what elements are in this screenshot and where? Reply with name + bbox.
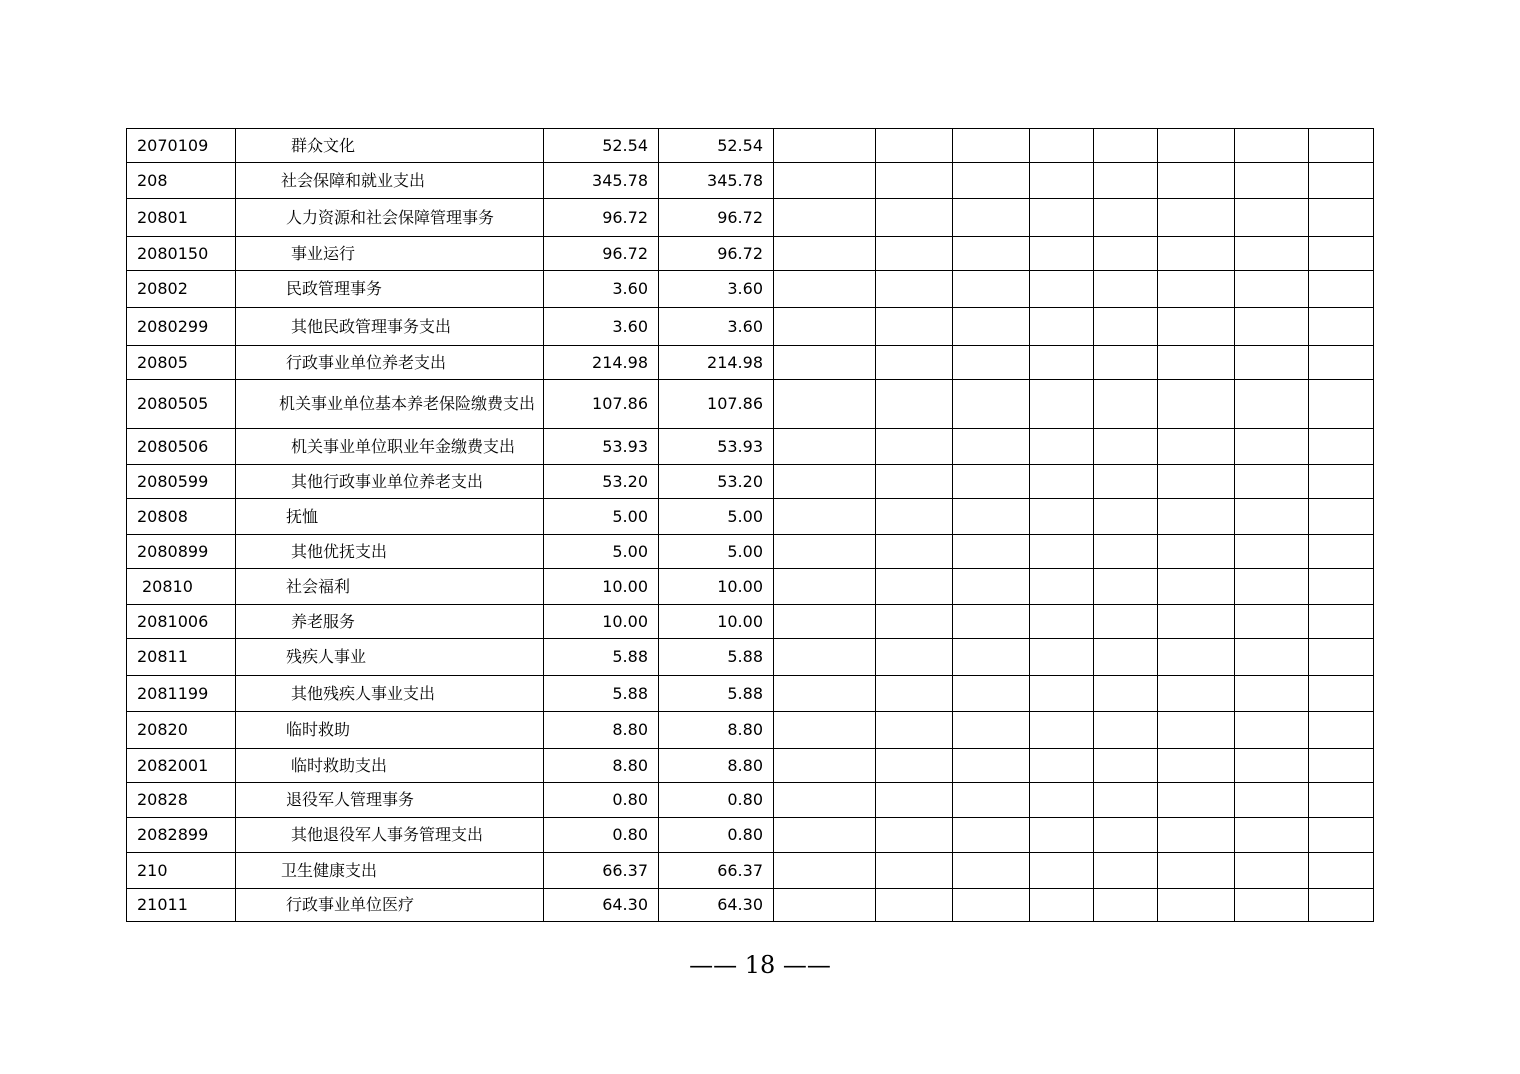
row-code: 20802 <box>127 271 236 308</box>
empty-cell <box>1235 783 1309 818</box>
empty-cell <box>1235 712 1309 749</box>
empty-cell <box>1030 499 1094 535</box>
empty-cell <box>1309 199 1374 237</box>
row-amount-col2: 96.72 <box>659 237 774 271</box>
row-amount-col1: 3.60 <box>544 308 659 346</box>
row-code: 2082001 <box>127 749 236 783</box>
row-amount-col2: 52.54 <box>659 129 774 163</box>
empty-cell <box>876 499 953 535</box>
row-code: 2080505 <box>127 380 236 429</box>
empty-cell <box>774 380 876 429</box>
empty-cell <box>953 712 1030 749</box>
empty-cell <box>1309 676 1374 712</box>
empty-cell <box>953 676 1030 712</box>
empty-cell <box>1030 346 1094 380</box>
empty-cell <box>1235 853 1309 889</box>
empty-cell <box>876 429 953 465</box>
empty-cell <box>1158 465 1235 499</box>
empty-cell <box>1309 535 1374 569</box>
table-row <box>127 889 1374 922</box>
table-row <box>127 853 1374 889</box>
row-amount-col1: 52.54 <box>544 129 659 163</box>
row-amount-col1: 53.93 <box>544 429 659 465</box>
row-name: 机关事业单位基本养老保险缴费支出 <box>236 380 544 429</box>
empty-cell <box>1030 129 1094 163</box>
empty-cell <box>774 712 876 749</box>
empty-cell <box>1030 380 1094 429</box>
row-name: 事业运行 <box>236 237 544 271</box>
empty-cell <box>1158 535 1235 569</box>
empty-cell <box>1309 271 1374 308</box>
empty-cell <box>876 308 953 346</box>
empty-cell <box>1158 429 1235 465</box>
row-name: 其他行政事业单位养老支出 <box>236 465 544 499</box>
empty-cell <box>1030 271 1094 308</box>
row-name: 残疾人事业 <box>236 639 544 676</box>
empty-cell <box>876 639 953 676</box>
row-amount-col1: 5.00 <box>544 499 659 535</box>
row-code: 2081199 <box>127 676 236 712</box>
empty-cell <box>1030 818 1094 853</box>
empty-cell <box>1158 308 1235 346</box>
empty-cell <box>1309 605 1374 639</box>
row-code: 20801 <box>127 199 236 237</box>
empty-cell <box>774 605 876 639</box>
table-row <box>127 535 1374 569</box>
empty-cell <box>1309 429 1374 465</box>
row-name: 临时救助支出 <box>236 749 544 783</box>
empty-cell <box>1158 271 1235 308</box>
row-code: 20805 <box>127 346 236 380</box>
empty-cell <box>1030 889 1094 922</box>
row-amount-col1: 53.20 <box>544 465 659 499</box>
empty-cell <box>953 535 1030 569</box>
table-row <box>127 163 1374 199</box>
empty-cell <box>1030 569 1094 605</box>
page-number: —— 18 —— <box>689 951 831 979</box>
empty-cell <box>1094 569 1158 605</box>
empty-cell <box>1235 535 1309 569</box>
table-row <box>127 429 1374 465</box>
empty-cell <box>1094 308 1158 346</box>
row-name: 群众文化 <box>236 129 544 163</box>
empty-cell <box>876 569 953 605</box>
empty-cell <box>876 465 953 499</box>
row-amount-col1: 8.80 <box>544 712 659 749</box>
table-row <box>127 499 1374 535</box>
table-row <box>127 818 1374 853</box>
empty-cell <box>1094 749 1158 783</box>
empty-cell <box>953 346 1030 380</box>
empty-cell <box>1094 163 1158 199</box>
empty-cell <box>876 853 953 889</box>
empty-cell <box>1235 569 1309 605</box>
row-name: 行政事业单位医疗 <box>236 889 544 922</box>
row-name: 抚恤 <box>236 499 544 535</box>
empty-cell <box>1030 163 1094 199</box>
empty-cell <box>1094 889 1158 922</box>
empty-cell <box>1030 712 1094 749</box>
empty-cell <box>774 237 876 271</box>
row-amount-col2: 64.30 <box>659 889 774 922</box>
empty-cell <box>1094 271 1158 308</box>
empty-cell <box>1158 569 1235 605</box>
row-amount-col1: 0.80 <box>544 783 659 818</box>
table-row <box>127 308 1374 346</box>
empty-cell <box>1309 499 1374 535</box>
empty-cell <box>1094 465 1158 499</box>
row-amount-col2: 66.37 <box>659 853 774 889</box>
row-amount-col1: 3.60 <box>544 271 659 308</box>
row-amount-col2: 5.88 <box>659 639 774 676</box>
empty-cell <box>1158 605 1235 639</box>
empty-cell <box>774 889 876 922</box>
empty-cell <box>1030 237 1094 271</box>
row-code: 2080299 <box>127 308 236 346</box>
empty-cell <box>1309 380 1374 429</box>
empty-cell <box>1030 465 1094 499</box>
empty-cell <box>1158 853 1235 889</box>
empty-cell <box>953 749 1030 783</box>
empty-cell <box>1309 853 1374 889</box>
empty-cell <box>876 271 953 308</box>
empty-cell <box>876 712 953 749</box>
empty-cell <box>876 163 953 199</box>
row-amount-col2: 214.98 <box>659 346 774 380</box>
row-amount-col2: 0.80 <box>659 818 774 853</box>
row-code: 2082899 <box>127 818 236 853</box>
empty-cell <box>774 639 876 676</box>
empty-cell <box>1094 429 1158 465</box>
empty-cell <box>774 163 876 199</box>
empty-cell <box>1235 818 1309 853</box>
empty-cell <box>953 237 1030 271</box>
row-name: 其他退役军人事务管理支出 <box>236 818 544 853</box>
row-amount-col1: 10.00 <box>544 605 659 639</box>
row-amount-col2: 5.00 <box>659 535 774 569</box>
empty-cell <box>1309 129 1374 163</box>
empty-cell <box>876 535 953 569</box>
empty-cell <box>1158 639 1235 676</box>
empty-cell <box>1235 465 1309 499</box>
table-row <box>127 783 1374 818</box>
empty-cell <box>1235 499 1309 535</box>
empty-cell <box>1094 499 1158 535</box>
row-amount-col2: 5.88 <box>659 676 774 712</box>
empty-cell <box>1309 465 1374 499</box>
empty-cell <box>1158 499 1235 535</box>
empty-cell <box>1158 199 1235 237</box>
empty-cell <box>774 749 876 783</box>
row-code: 21011 <box>127 889 236 922</box>
row-code: 20810 <box>127 569 236 605</box>
empty-cell <box>774 199 876 237</box>
empty-cell <box>1094 639 1158 676</box>
row-amount-col2: 8.80 <box>659 712 774 749</box>
row-amount-col1: 5.00 <box>544 535 659 569</box>
empty-cell <box>953 499 1030 535</box>
empty-cell <box>774 853 876 889</box>
empty-cell <box>1094 853 1158 889</box>
row-amount-col2: 96.72 <box>659 199 774 237</box>
empty-cell <box>1030 749 1094 783</box>
empty-cell <box>876 380 953 429</box>
budget-table <box>126 128 1374 922</box>
empty-cell <box>1158 237 1235 271</box>
row-name: 退役军人管理事务 <box>236 783 544 818</box>
row-name: 行政事业单位养老支出 <box>236 346 544 380</box>
row-name: 其他残疾人事业支出 <box>236 676 544 712</box>
empty-cell <box>774 783 876 818</box>
empty-cell <box>1158 818 1235 853</box>
empty-cell <box>1235 889 1309 922</box>
table-row <box>127 712 1374 749</box>
empty-cell <box>1309 818 1374 853</box>
empty-cell <box>1094 237 1158 271</box>
empty-cell <box>876 889 953 922</box>
empty-cell <box>953 465 1030 499</box>
row-name: 卫生健康支出 <box>236 853 544 889</box>
empty-cell <box>876 749 953 783</box>
empty-cell <box>1158 346 1235 380</box>
empty-cell <box>774 129 876 163</box>
empty-cell <box>1235 639 1309 676</box>
empty-cell <box>953 199 1030 237</box>
empty-cell <box>1235 346 1309 380</box>
empty-cell <box>953 271 1030 308</box>
table-row <box>127 380 1374 429</box>
row-name: 民政管理事务 <box>236 271 544 308</box>
row-amount-col2: 53.20 <box>659 465 774 499</box>
row-code: 2080599 <box>127 465 236 499</box>
row-amount-col2: 0.80 <box>659 783 774 818</box>
empty-cell <box>1094 535 1158 569</box>
empty-cell <box>953 163 1030 199</box>
empty-cell <box>774 271 876 308</box>
empty-cell <box>1309 569 1374 605</box>
row-amount-col1: 8.80 <box>544 749 659 783</box>
empty-cell <box>1030 429 1094 465</box>
empty-cell <box>1235 271 1309 308</box>
row-amount-col1: 0.80 <box>544 818 659 853</box>
table-row <box>127 605 1374 639</box>
empty-cell <box>953 569 1030 605</box>
empty-cell <box>774 676 876 712</box>
table-row <box>127 346 1374 380</box>
empty-cell <box>876 237 953 271</box>
empty-cell <box>1309 783 1374 818</box>
empty-cell <box>1158 676 1235 712</box>
empty-cell <box>774 308 876 346</box>
empty-cell <box>953 308 1030 346</box>
empty-cell <box>876 783 953 818</box>
empty-cell <box>876 818 953 853</box>
row-amount-col2: 5.00 <box>659 499 774 535</box>
row-code: 2070109 <box>127 129 236 163</box>
table-row <box>127 639 1374 676</box>
table-row <box>127 465 1374 499</box>
empty-cell <box>953 429 1030 465</box>
empty-cell <box>1094 380 1158 429</box>
empty-cell <box>1030 605 1094 639</box>
row-amount-col2: 10.00 <box>659 605 774 639</box>
table-row <box>127 237 1374 271</box>
empty-cell <box>1309 712 1374 749</box>
empty-cell <box>1158 783 1235 818</box>
empty-cell <box>774 535 876 569</box>
empty-cell <box>953 605 1030 639</box>
empty-cell <box>1094 783 1158 818</box>
row-amount-col1: 96.72 <box>544 199 659 237</box>
row-code: 208 <box>127 163 236 199</box>
empty-cell <box>1094 605 1158 639</box>
empty-cell <box>876 676 953 712</box>
row-amount-col2: 10.00 <box>659 569 774 605</box>
empty-cell <box>876 129 953 163</box>
row-name: 其他优抚支出 <box>236 535 544 569</box>
empty-cell <box>774 499 876 535</box>
empty-cell <box>1309 346 1374 380</box>
row-amount-col2: 3.60 <box>659 271 774 308</box>
empty-cell <box>1030 853 1094 889</box>
empty-cell <box>1309 237 1374 271</box>
empty-cell <box>1094 712 1158 749</box>
row-name: 机关事业单位职业年金缴费支出 <box>236 429 544 465</box>
empty-cell <box>1030 676 1094 712</box>
empty-cell <box>953 783 1030 818</box>
row-code: 20820 <box>127 712 236 749</box>
table-row <box>127 129 1374 163</box>
empty-cell <box>1309 889 1374 922</box>
row-amount-col2: 107.86 <box>659 380 774 429</box>
empty-cell <box>1158 889 1235 922</box>
empty-cell <box>1030 199 1094 237</box>
empty-cell <box>1158 163 1235 199</box>
empty-cell <box>1235 129 1309 163</box>
row-code: 20808 <box>127 499 236 535</box>
row-code: 2080506 <box>127 429 236 465</box>
empty-cell <box>876 605 953 639</box>
row-name: 人力资源和社会保障管理事务 <box>236 199 544 237</box>
row-code: 20811 <box>127 639 236 676</box>
row-amount-col2: 345.78 <box>659 163 774 199</box>
empty-cell <box>1235 429 1309 465</box>
empty-cell <box>1094 346 1158 380</box>
empty-cell <box>1235 676 1309 712</box>
table-row <box>127 199 1374 237</box>
empty-cell <box>1235 605 1309 639</box>
row-amount-col1: 345.78 <box>544 163 659 199</box>
empty-cell <box>1235 163 1309 199</box>
row-amount-col1: 5.88 <box>544 676 659 712</box>
empty-cell <box>1158 380 1235 429</box>
row-amount-col2: 3.60 <box>659 308 774 346</box>
table-row <box>127 271 1374 308</box>
empty-cell <box>1030 535 1094 569</box>
row-code: 210 <box>127 853 236 889</box>
empty-cell <box>1235 199 1309 237</box>
empty-cell <box>953 853 1030 889</box>
row-amount-col2: 8.80 <box>659 749 774 783</box>
empty-cell <box>953 639 1030 676</box>
row-amount-col1: 64.30 <box>544 889 659 922</box>
table-row <box>127 749 1374 783</box>
row-code: 2080150 <box>127 237 236 271</box>
table-row <box>127 569 1374 605</box>
empty-cell <box>1309 163 1374 199</box>
empty-cell <box>953 889 1030 922</box>
empty-cell <box>1158 129 1235 163</box>
row-name: 临时救助 <box>236 712 544 749</box>
empty-cell <box>1030 783 1094 818</box>
empty-cell <box>1309 308 1374 346</box>
row-amount-col1: 10.00 <box>544 569 659 605</box>
row-amount-col1: 5.88 <box>544 639 659 676</box>
empty-cell <box>774 346 876 380</box>
empty-cell <box>953 129 1030 163</box>
empty-cell <box>1309 749 1374 783</box>
row-amount-col1: 214.98 <box>544 346 659 380</box>
empty-cell <box>876 199 953 237</box>
empty-cell <box>1094 199 1158 237</box>
empty-cell <box>1094 818 1158 853</box>
empty-cell <box>1094 676 1158 712</box>
row-amount-col1: 96.72 <box>544 237 659 271</box>
row-amount-col1: 66.37 <box>544 853 659 889</box>
empty-cell <box>953 818 1030 853</box>
row-code: 2080899 <box>127 535 236 569</box>
empty-cell <box>1235 237 1309 271</box>
empty-cell <box>1235 380 1309 429</box>
empty-cell <box>774 569 876 605</box>
table-body <box>127 129 1374 922</box>
empty-cell <box>1235 749 1309 783</box>
row-code: 2081006 <box>127 605 236 639</box>
row-code: 20828 <box>127 783 236 818</box>
row-name: 社会保障和就业支出 <box>236 163 544 199</box>
empty-cell <box>1309 639 1374 676</box>
empty-cell <box>774 465 876 499</box>
empty-cell <box>1030 308 1094 346</box>
empty-cell <box>1235 308 1309 346</box>
row-amount-col1: 107.86 <box>544 380 659 429</box>
row-name: 社会福利 <box>236 569 544 605</box>
empty-cell <box>1158 712 1235 749</box>
empty-cell <box>1094 129 1158 163</box>
empty-cell <box>1030 639 1094 676</box>
table-row <box>127 676 1374 712</box>
row-name: 其他民政管理事务支出 <box>236 308 544 346</box>
empty-cell <box>1158 749 1235 783</box>
empty-cell <box>953 380 1030 429</box>
row-amount-col2: 53.93 <box>659 429 774 465</box>
empty-cell <box>774 818 876 853</box>
row-name: 养老服务 <box>236 605 544 639</box>
empty-cell <box>774 429 876 465</box>
empty-cell <box>876 346 953 380</box>
